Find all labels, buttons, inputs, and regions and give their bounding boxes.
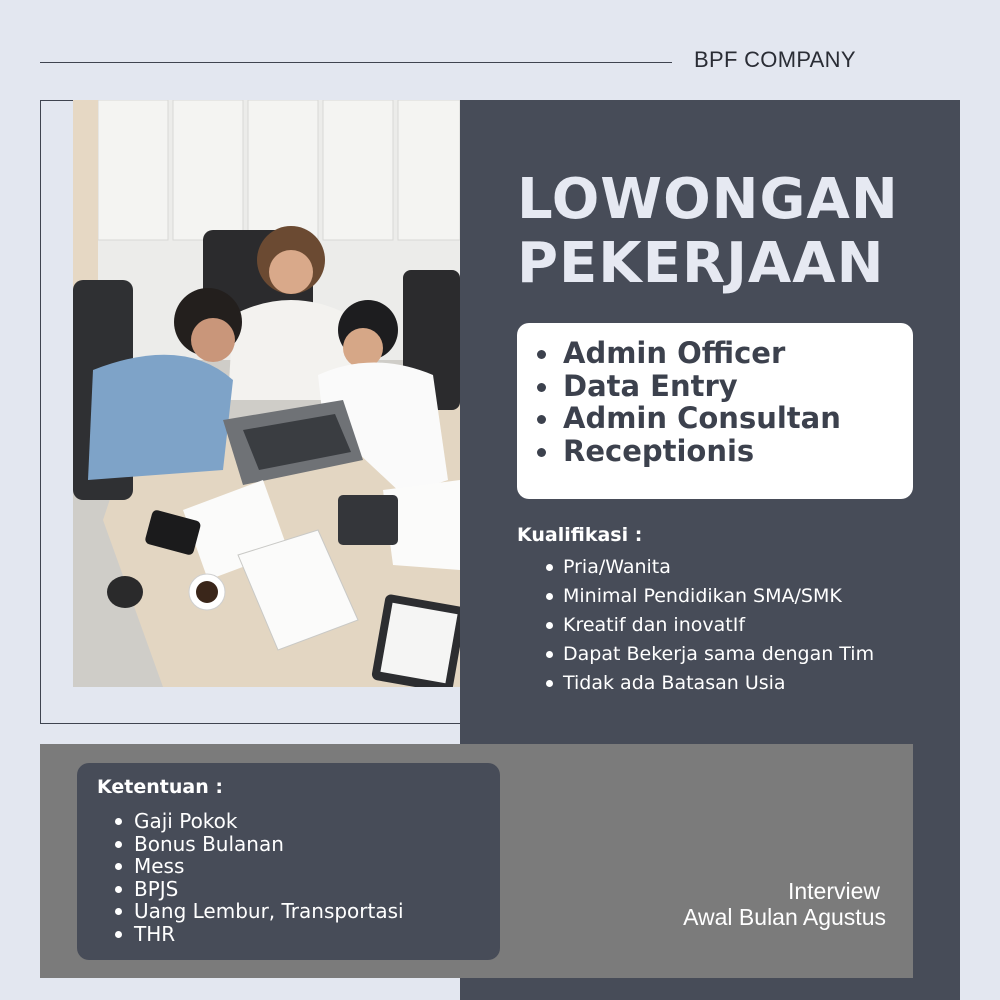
- position-item: Receptionis: [563, 435, 913, 468]
- qualification-item: Tidak ada Batasan Usia: [563, 669, 874, 698]
- terms-list: [134, 810, 404, 945]
- position-item: Admin Officer: [563, 337, 913, 370]
- headline-line-2: PEKERJAAN: [517, 231, 885, 296]
- headline: [517, 168, 899, 296]
- positions-list: [563, 337, 913, 467]
- positions-card: [517, 323, 913, 499]
- headline-line-1: LOWONGAN: [517, 167, 899, 232]
- company-name: BPF COMPANY: [694, 47, 856, 72]
- position-item: Admin Consultan: [563, 402, 913, 435]
- qualification-item: Pria/Wanita: [563, 553, 874, 582]
- qualifications-title: Kualifikasi :: [517, 524, 643, 546]
- interview-label: Interview: [787, 878, 880, 904]
- office-team-photo-icon: [73, 100, 460, 687]
- terms-title: Ketentuan :: [97, 776, 223, 798]
- qualifications-list: [563, 553, 874, 698]
- term-item: Mess: [134, 855, 404, 878]
- term-item: THR: [134, 923, 404, 946]
- position-item: Data Entry: [563, 370, 913, 403]
- qualification-item: Kreatif dan inovatIf: [563, 611, 874, 640]
- term-item: Gaji Pokok: [134, 810, 404, 833]
- interview-date: Awal Bulan Agustus: [683, 904, 886, 930]
- qualification-item: Dapat Bekerja sama dengan Tim: [563, 640, 874, 669]
- term-item: BPJS: [134, 878, 404, 901]
- team-meeting-photo: [73, 100, 460, 687]
- term-item: Bonus Bulanan: [134, 833, 404, 856]
- interview-info: [683, 878, 886, 930]
- term-item: Uang Lembur, Transportasi: [134, 899, 404, 923]
- top-divider: [40, 62, 672, 63]
- qualification-item: Minimal Pendidikan SMA/SMK: [563, 582, 874, 611]
